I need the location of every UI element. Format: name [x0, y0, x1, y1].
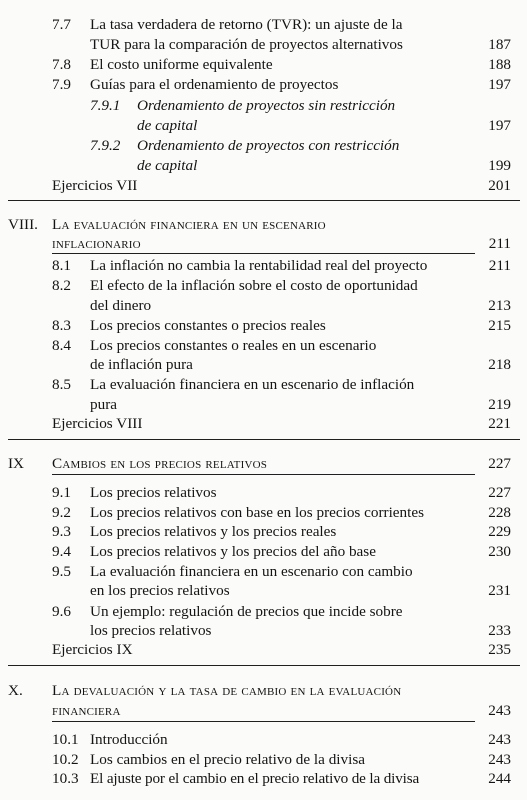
- toc-entry-8-1: [0, 256, 527, 276]
- chapter-number: IX: [8, 455, 25, 472]
- toc-entry-10-2: [0, 750, 527, 770]
- toc-entry-9-6: [0, 602, 527, 622]
- toc-entry-9-5-cont: [0, 581, 527, 601]
- section-title-line-2: los precios relativos: [90, 622, 212, 639]
- toc-entry-10-3: [0, 769, 527, 789]
- toc-entry-7-7-cont: [0, 35, 527, 55]
- page-number: 228: [488, 504, 511, 521]
- section-title-line-1: La evaluación financiera en un escenario de inflación: [90, 376, 415, 393]
- toc-entry-8-2: [0, 276, 527, 296]
- page-number: 229: [488, 523, 511, 540]
- chapter-title-underline: [52, 474, 475, 475]
- page-number: 188: [488, 56, 511, 73]
- section-title: La inflación no cambia la rentabilidad real del proyecto: [90, 257, 428, 274]
- chapter-number: X.: [8, 682, 23, 699]
- toc-entry-9-5: [0, 562, 527, 582]
- toc-entry-8-5: [0, 375, 527, 395]
- toc-entry-9-2: [0, 503, 527, 523]
- toc-entry-ejercicios-viii: [0, 414, 527, 434]
- section-number: 7.8: [52, 56, 71, 73]
- chapter-divider: [8, 439, 520, 440]
- page-number: 243: [488, 702, 511, 719]
- section-title-line-2: de inflación pura: [90, 356, 193, 373]
- page-number: 227: [488, 484, 511, 501]
- section-title: El ajuste por el cambio en el precio relativo de la divisa: [90, 770, 420, 787]
- section-title-line-2: pura: [90, 396, 117, 413]
- section-number: 8.2: [52, 277, 71, 294]
- section-title: Los precios relativos y los precios del año base: [90, 543, 376, 560]
- section-title-line-1: Los precios constantes o reales en un escenario: [90, 337, 377, 354]
- section-title: Los precios relativos y los precios reales: [90, 523, 337, 540]
- section-number: 9.3: [52, 523, 71, 540]
- page-number: 197: [488, 76, 511, 93]
- toc-entry-8-4-cont: [0, 355, 527, 375]
- toc-entry-7-9-2: [0, 136, 527, 156]
- page-number: 243: [488, 751, 511, 768]
- page-number: 235: [488, 641, 511, 658]
- toc-entry-9-3: [0, 522, 527, 542]
- page-number: 197: [488, 117, 511, 134]
- section-title-line-1: Un ejemplo: regulación de precios que incide sobre: [90, 603, 403, 620]
- page-number: 218: [488, 356, 511, 373]
- section-title: Los precios constantes o precios reales: [90, 317, 326, 334]
- page-number: 199: [488, 157, 511, 174]
- page-number: 211: [488, 257, 511, 274]
- section-number: 9.2: [52, 504, 71, 521]
- toc-entry-7-8: [0, 55, 527, 75]
- subsection-number: 7.9.2: [90, 137, 121, 154]
- chapter-divider: [8, 665, 520, 666]
- section-title-line-1: La evaluación financiera en un escenario con cambio: [90, 563, 413, 580]
- section-title-line-2: del dinero: [90, 297, 152, 314]
- toc-entry-9-4: [0, 542, 527, 562]
- chapter-title-underline: [52, 721, 475, 722]
- toc-chapter-viii: [0, 215, 527, 235]
- section-title-line-2: TUR para la comparación de proyectos alternativos: [90, 36, 403, 53]
- section-number: 7.9: [52, 76, 71, 93]
- section-number: 10.3: [52, 770, 79, 787]
- page-number: 219: [488, 396, 511, 413]
- section-number: 8.1: [52, 257, 71, 274]
- section-title-line-1: La tasa verdadera de retorno (TVR): un ajuste de la: [90, 16, 403, 33]
- exercises-title: Ejercicios VII: [52, 177, 138, 194]
- section-title: Guías para el ordenamiento de proyectos: [90, 76, 339, 93]
- chapter-divider: [8, 200, 520, 201]
- page-number: 230: [488, 543, 511, 560]
- exercises-title: Ejercicios VIII: [52, 415, 143, 432]
- chapter-title: Cambios en los precios relativos: [52, 455, 268, 472]
- section-title: Los cambios en el precio relativo de la divisa: [90, 751, 365, 768]
- toc-chapter-x: [0, 681, 527, 701]
- exercises-title: Ejercicios IX: [52, 641, 133, 658]
- section-number: 9.5: [52, 563, 71, 580]
- toc-entry-8-4: [0, 336, 527, 356]
- chapter-number: VIII.: [8, 216, 38, 233]
- section-number: 9.4: [52, 543, 71, 560]
- toc-chapter-viii-cont: [0, 234, 527, 254]
- toc-entry-8-3: [0, 316, 527, 336]
- section-title-line-1: El efecto de la inflación sobre el costo de oportunidad: [90, 277, 418, 294]
- chapter-title-underline: [52, 253, 475, 254]
- page-number: 227: [488, 455, 511, 472]
- page-number: 213: [488, 297, 511, 314]
- page-number: 211: [488, 235, 511, 252]
- page-number: 187: [488, 36, 511, 53]
- toc-entry-7-9-2-cont: [0, 156, 527, 176]
- page-number: 244: [488, 770, 511, 787]
- page-number: 215: [488, 317, 511, 334]
- section-number: 7.7: [52, 16, 71, 33]
- subsection-title-line-1: Ordenamiento de proyectos sin restricción: [137, 97, 396, 114]
- toc-entry-ejercicios-ix: [0, 640, 527, 660]
- toc-chapter-ix: [0, 454, 527, 474]
- subsection-title-line-2: de capital: [137, 117, 198, 134]
- toc-entry-ejercicios-vii: [0, 176, 527, 196]
- page-number: 201: [488, 177, 511, 194]
- toc-entry-7-9-1-cont: [0, 116, 527, 136]
- section-number: 8.5: [52, 376, 71, 393]
- chapter-title-line-1: La devaluación y la tasa de cambio en la evaluación: [52, 682, 402, 699]
- toc-entry-9-6-cont: [0, 621, 527, 641]
- section-number: 9.6: [52, 603, 71, 620]
- section-title: Los precios relativos: [90, 484, 217, 501]
- toc-chapter-x-cont: [0, 701, 527, 721]
- toc-entry-8-2-cont: [0, 296, 527, 316]
- section-number: 10.2: [52, 751, 79, 768]
- subsection-number: 7.9.1: [90, 97, 121, 114]
- page-number: 231: [488, 582, 511, 599]
- chapter-title-line-2: inflacionario: [52, 235, 141, 252]
- subsection-title-line-2: de capital: [137, 157, 198, 174]
- toc-entry-7-9-1: [0, 96, 527, 116]
- section-title: Introducción: [90, 731, 168, 748]
- toc-entry-9-1: [0, 483, 527, 503]
- page-number: 233: [488, 622, 511, 639]
- toc-entry-8-5-cont: [0, 395, 527, 415]
- page-number: 221: [488, 415, 511, 432]
- page-number: 243: [488, 731, 511, 748]
- chapter-title-line-1: La evaluación financiera en un escenario: [52, 216, 326, 233]
- toc-entry-7-7: [0, 15, 527, 35]
- section-number: 10.1: [52, 731, 79, 748]
- section-number: 8.4: [52, 337, 71, 354]
- section-number: 8.3: [52, 317, 71, 334]
- section-title-line-2: en los precios relativos: [90, 582, 230, 599]
- toc-entry-7-9: [0, 75, 527, 95]
- subsection-title-line-1: Ordenamiento de proyectos con restricción: [137, 137, 400, 154]
- chapter-title-line-2: financiera: [52, 702, 121, 719]
- toc-entry-10-1: [0, 730, 527, 750]
- section-title: El costo uniforme equivalente: [90, 56, 273, 73]
- section-title: Los precios relativos con base en los precios corrientes: [90, 504, 425, 521]
- section-number: 9.1: [52, 484, 71, 501]
